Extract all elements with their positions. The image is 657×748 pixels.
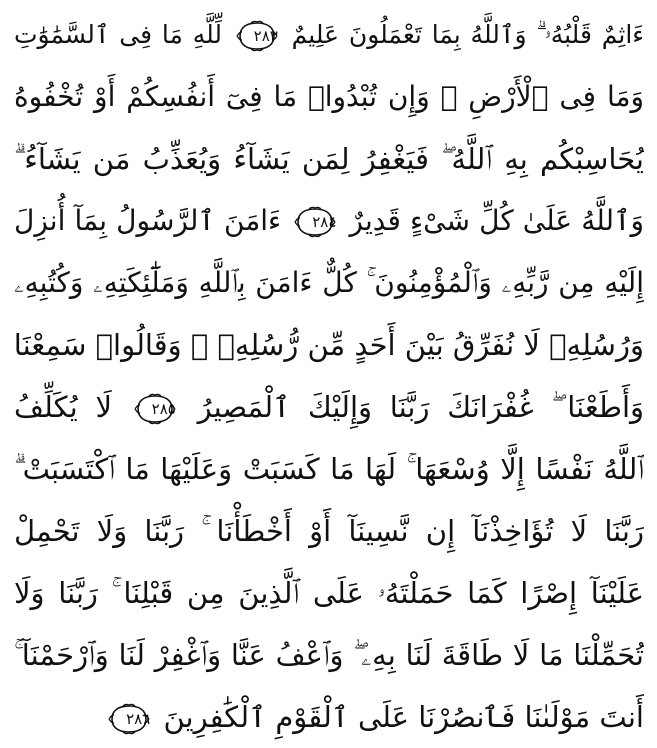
verse-text: وَأَطَعْنَا ۖ غُفْرَانَكَ رَبَّنَا وَإِلَيْكَ ٱلْمَصِيرُ (197, 390, 644, 424)
verse-text: ٱللَّهُ نَفْسًا إِلَّا وُسْعَهَا ۚ لَهَا مَا كَسَبَتْ وَعَلَيْهَا مَا ٱكْتَسَبَتْ ۗ (14, 452, 644, 486)
verse-text: عَلَيْنَآ إِصْرًا كَمَا حَمَلْتَهُۥ عَلَى ٱلَّذِينَ مِن قَبْلِنَا ۚ رَبَّنَا وَلَا (14, 576, 644, 610)
text-line (14, 128, 644, 190)
text-line (14, 190, 644, 252)
verse-text: إِلَيْهِ مِن رَّبِّهِۦ وَٱلْمُؤْمِنُونَ ۚ كُلٌّ ءَامَنَ بِٱللَّهِ وَمَلَٰٓئِكَتِهِۦ وَكُتُبِهِۦ (14, 266, 644, 299)
ayah-end-marker (108, 703, 150, 735)
verse-text: أَنتَ مَوْلَىٰنَا فَٱنصُرْنَا عَلَى ٱلْقَوْمِ ٱلْكَٰفِرِينَ (163, 700, 644, 734)
text-line (14, 438, 644, 500)
text-line (14, 252, 644, 314)
text-line (14, 314, 644, 376)
text-line (14, 624, 644, 686)
quran-page (14, 0, 644, 746)
verse-text: ءَاثِمٌ قَلْبُهُۥ ۗ وَٱللَّهُ بِمَا تَعْمَلُونَ عَلِيمٌ (291, 20, 644, 49)
verse-text: وَٱللَّهُ عَلَىٰ كُلِّ شَىْءٍ قَدِيرٌ (349, 204, 644, 237)
verse-text: تُحَمِّلْنَا مَا لَا طَاقَةَ لَنَا بِهِۦ ۖ وَٱعْفُ عَنَّا وَٱغْفِرْ لَنَا وَٱرْحَمْنَآ ۚ (14, 638, 644, 672)
text-line (14, 686, 644, 748)
ayah-number: ٢٨٣ (253, 27, 278, 45)
text-line (14, 376, 644, 438)
verse-text: ءَامَنَ ٱلرَّسُولُ بِمَآ أُنزِلَ (14, 204, 282, 237)
ayah-end-marker (236, 20, 278, 52)
verse-text: لَا يُكَلِّفُ (14, 390, 113, 424)
verse-text: وَرُسُلِهِۦ لَا نُفَرِّقُ بَيْنَ أَحَدٍ مِّن رُّسُلِهِۦ ۚ وَقَالُوا۟ سَمِعْنَا (14, 328, 644, 362)
verse-text: رَبَّنَا لَا تُؤَاخِذْنَآ إِن نَّسِينَآ أَوْ أَخْطَأْنَا ۚ رَبَّنَا وَلَا تَحْمِلْ (14, 514, 644, 548)
ayah-number: ٢٨٥ (151, 400, 176, 418)
ayah-end-marker (134, 393, 176, 425)
ayah-number: ٢٨٤ (312, 213, 337, 231)
verse-text: وَمَا فِى ٱلْأَرْضِ ۗ وَإِن تُبْدُوا۟ مَا فِىٓ أَنفُسِكُمْ أَوْ تُخْفُوهُ (14, 80, 644, 113)
text-line (14, 4, 644, 66)
ayah-number: ٢٨٦ (126, 710, 151, 728)
verse-text: يُحَاسِبْكُم بِهِ ٱللَّهُ ۖ فَيَغْفِرُ لِمَن يَشَآءُ وَيُعَذِّبُ مَن يَشَآءُ ۗ (14, 142, 644, 176)
text-line (14, 562, 644, 624)
verse-text: لِّلَّهِ مَا فِى ٱلسَّمَٰوَٰتِ (14, 20, 223, 49)
text-line (14, 500, 644, 562)
ayah-end-marker (294, 206, 336, 238)
text-line (14, 66, 644, 128)
